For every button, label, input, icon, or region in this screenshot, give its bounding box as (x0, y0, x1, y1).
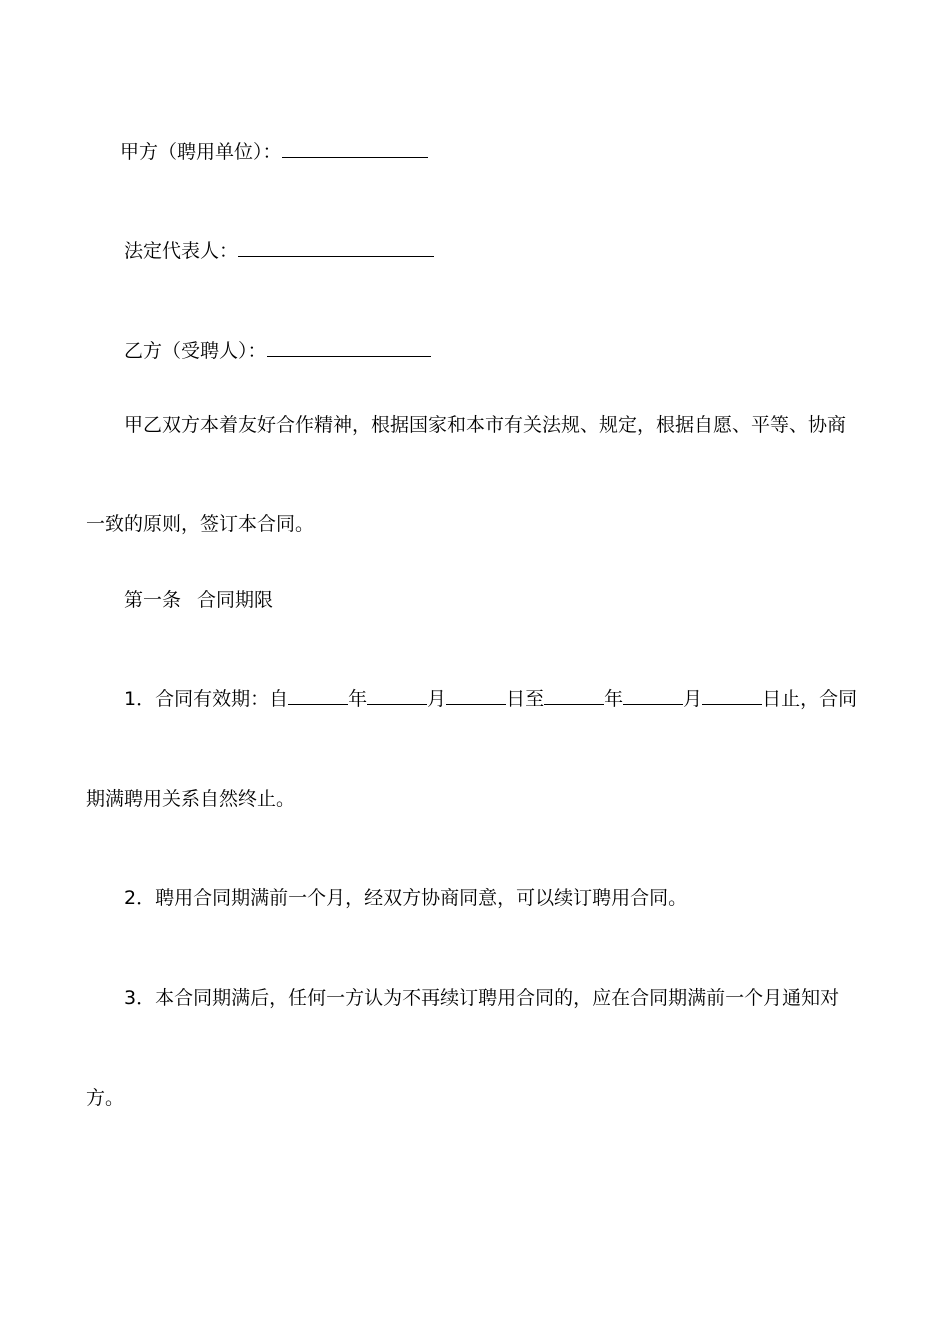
legal-rep-label: 法定代表人： (124, 240, 239, 262)
party-b-label: 乙方（受聘人）： (124, 340, 267, 362)
item-2: 2．聘用合同期满前一个月，经双方协商同意，可以续订聘用合同。 (124, 887, 688, 909)
party-b-line (124, 339, 431, 363)
intro-paragraph-line1: 甲乙双方本着友好合作精神，根据国家和本市有关法规、规定，根据自愿、平等、协商 (124, 414, 847, 436)
legal-rep-line (124, 239, 434, 263)
end-day-blank (702, 687, 762, 705)
item-1-prefix: 1．合同有效期：自 (124, 688, 289, 710)
party-a-line (120, 140, 428, 164)
party-a-blank (282, 140, 428, 158)
start-day-blank (446, 687, 506, 705)
day-end-label: 日止，合同 (762, 688, 858, 710)
start-year-label: 年 (348, 688, 368, 710)
party-b-blank (267, 339, 431, 357)
item-3-line2: 方。 (86, 1087, 125, 1109)
end-year-blank (544, 687, 604, 705)
item-3-line1: 3．本合同期满后，任何一方认为不再续订聘用合同的，应在合同期满前一个月通知对 (124, 987, 840, 1009)
start-month-blank (367, 687, 427, 705)
article-1-title: 合同期限 (197, 589, 274, 611)
item-1-line1 (124, 687, 857, 711)
article-1-number: 第一条 (124, 589, 182, 611)
end-month-label: 月 (683, 688, 703, 710)
legal-rep-blank (238, 239, 434, 257)
item-1-line2: 期满聘用关系自然终止。 (86, 788, 296, 810)
day-to-label: 日至 (506, 688, 545, 710)
article-1-heading (124, 588, 273, 612)
end-year-label: 年 (604, 688, 624, 710)
end-month-blank (623, 687, 683, 705)
party-a-label: 甲方（聘用单位）： (120, 141, 282, 163)
start-month-label: 月 (427, 688, 447, 710)
intro-paragraph-line2: 一致的原则，签订本合同。 (86, 513, 315, 535)
start-year-blank (288, 687, 348, 705)
